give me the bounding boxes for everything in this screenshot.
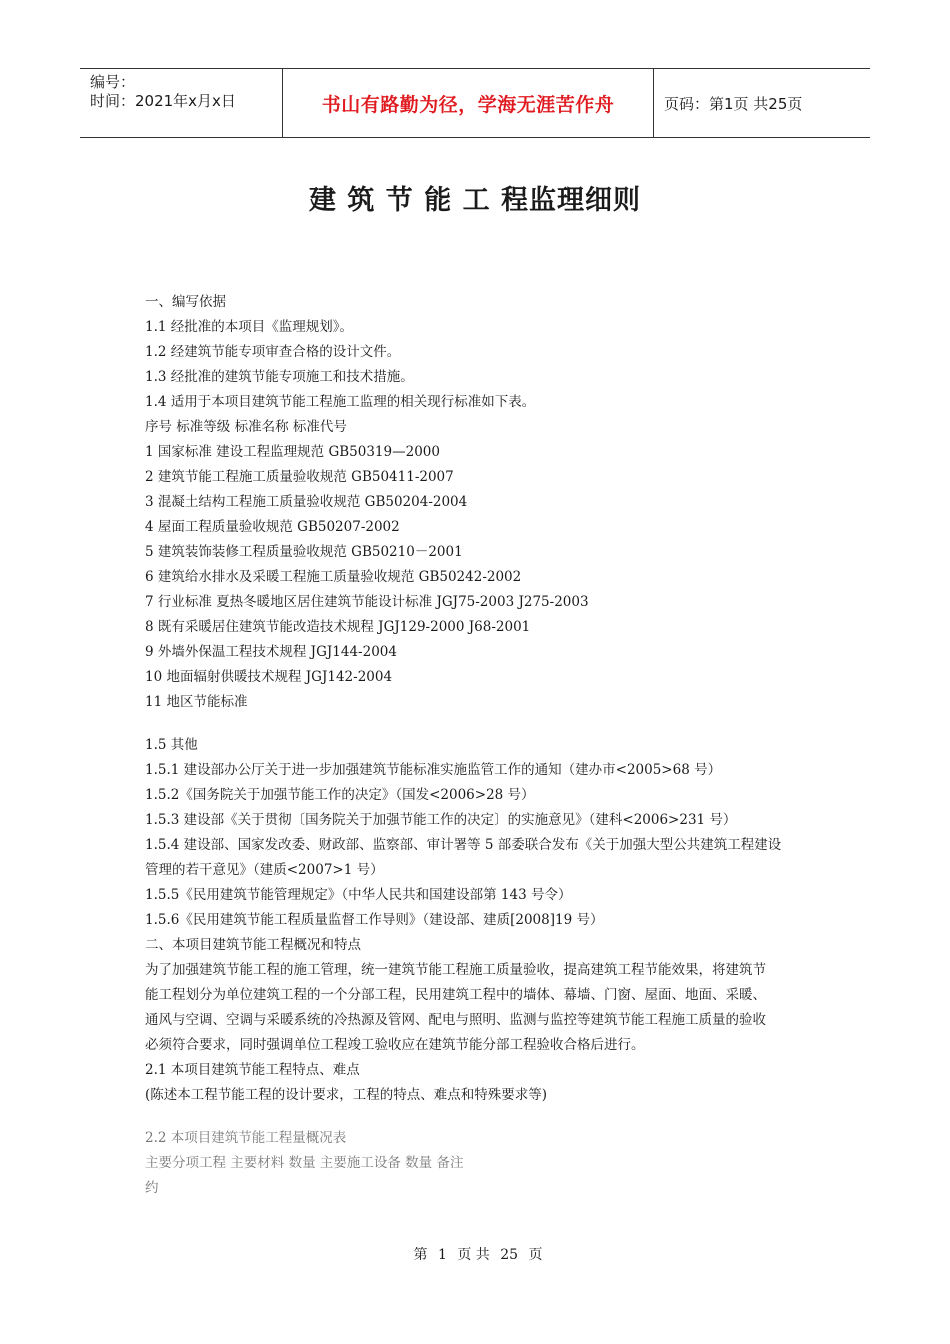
footer-prefix: 第 (413, 1247, 428, 1263)
standards-row: 10 地面辐射供暖技术规程 JGJ142-2004 (145, 669, 393, 685)
page-footer (0, 1244, 950, 1264)
section-heading: 二、本项目建筑节能工程概况和特点 (145, 937, 361, 953)
overview-paragraph (145, 958, 815, 1058)
text-line: 1.4 适用于本项目建筑节能工程施工监理的相关现行标准如下表。 (145, 394, 536, 410)
text-line: 2.2 本项目建筑节能工程量概况表 (145, 1130, 347, 1146)
text-line: 1.5.3 建设部《关于贯彻〔国务院关于加强节能工作的决定〕的实施意见》（建科<2006>231 号） (145, 812, 737, 828)
paragraph-line: 为了加强建筑节能工程的施工管理，统一建筑节能工程施工质量验收，提高建筑工程节能效果，将建筑节 (145, 962, 766, 978)
footer-page-number: 1 (437, 1247, 447, 1263)
standards-row: 9 外墙外保温工程技术规程 JGJ144-2004 (145, 644, 397, 660)
footer-suffix: 页 (528, 1247, 543, 1263)
standards-row: 1 国家标准 建设工程监理规范 GB50319—2000 (145, 444, 440, 460)
header-page-info: 页码：第1页 共25页 (664, 94, 803, 113)
standards-row: 3 混凝土结构工程施工质量验收规范 GB50204-2004 (145, 494, 468, 510)
standards-row: 5 建筑装饰装修工程质量验收规范 GB50210－2001 (145, 544, 463, 560)
paragraph-line: 通风与空调、空调与采暖系统的冷热源及管网、配电与照明、监测与监控等建筑节能工程施工质量的验收 (145, 1012, 766, 1028)
quantities-table-header: 主要分项工程 主要材料 数量 主要施工设备 数量 备注 (145, 1155, 464, 1171)
section-basis (145, 290, 815, 715)
text-line: 管理的若干意见》（建质<2007>1 号） (145, 862, 384, 878)
footer-total-pages: 25 (500, 1247, 519, 1263)
text-line: 1.5.2《国务院关于加强节能工作的决定》（国发<2006>28 号） (145, 787, 535, 803)
footer-mid: 页 共 (457, 1247, 490, 1263)
document-title: 建 筑 节 能 工 程监理细则 (309, 185, 641, 216)
paragraph-line: 必须符合要求，同时强调单位工程竣工验收应在建筑节能分部工程验收合格后进行。 (145, 1037, 645, 1053)
section-other (145, 733, 815, 958)
paragraph-line: 能工程划分为单位建筑工程的一个分部工程，民用建筑工程中的墙体、幕墙、门窗、屋面、地面、采暖、 (145, 987, 766, 1003)
standards-row: 2 建筑节能工程施工质量验收规范 GB50411-2007 (145, 469, 454, 485)
text-line: 1.5.1 建设部办公厅关于进一步加强建筑节能标准实施监管工作的通知（建办市<2005>68 号） (145, 762, 722, 778)
header-motto-cell (282, 69, 654, 137)
text-line: 一、编写依据 (145, 294, 226, 310)
text-line: 约 (145, 1180, 159, 1196)
header-motto: 书山有路勤为径，学海无涯苦作舟 (321, 93, 615, 116)
section-quantities (145, 1126, 815, 1201)
text-line: 1.3 经批准的建筑节能专项施工和技术措施。 (145, 369, 414, 385)
header-table (80, 68, 870, 138)
text-line: 2.1 本项目建筑节能工程特点、难点 (145, 1062, 360, 1078)
text-line: 1.2 经建筑节能专项审查合格的设计文件。 (145, 344, 401, 360)
text-line: 1.5 其他 (145, 737, 198, 753)
standards-row: 7 行业标准 夏热冬暖地区居住建筑节能设计标准 JGJ75-2003 J275-2003 (145, 594, 589, 610)
standards-row: 6 建筑给水排水及采暖工程施工质量验收规范 GB50242-2002 (145, 569, 522, 585)
text-line: 1.1 经批准的本项目《监理规划》。 (145, 319, 354, 335)
text-line: 1.5.6《民用建筑节能工程质量监督工作导则》（建设部、建质[2008]19 号） (145, 912, 604, 928)
text-line: 1.5.4 建设部、国家发改委、财政部、监察部、审计署等 5 部委联合发布《关于加强大型公共建筑工程建设 (145, 837, 782, 853)
standards-table-header: 序号 标准等级 标准名称 标准代号 (145, 419, 347, 435)
section-features (145, 1058, 815, 1108)
document-body (145, 290, 815, 1201)
standards-row: 11 地区节能标准 (145, 694, 248, 710)
spacer (145, 1108, 815, 1126)
text-line: (陈述本工程节能工程的设计要求，工程的特点、难点和特殊要求等) (145, 1087, 548, 1103)
document-number-label: 编号： (90, 73, 136, 91)
document-time-label: 时间：2021年x月x日 (90, 92, 236, 110)
text-line: 1.5.5《民用建筑节能管理规定》（中华人民共和国建设部第 143 号令） (145, 887, 572, 903)
standards-row: 4 屋面工程质量验收规范 GB50207-2002 (145, 519, 400, 535)
spacer (145, 715, 815, 733)
header-meta (80, 69, 282, 137)
standards-row: 8 既有采暖居住建筑节能改造技术规程 JGJ129-2000 J68-2001 (145, 619, 531, 635)
